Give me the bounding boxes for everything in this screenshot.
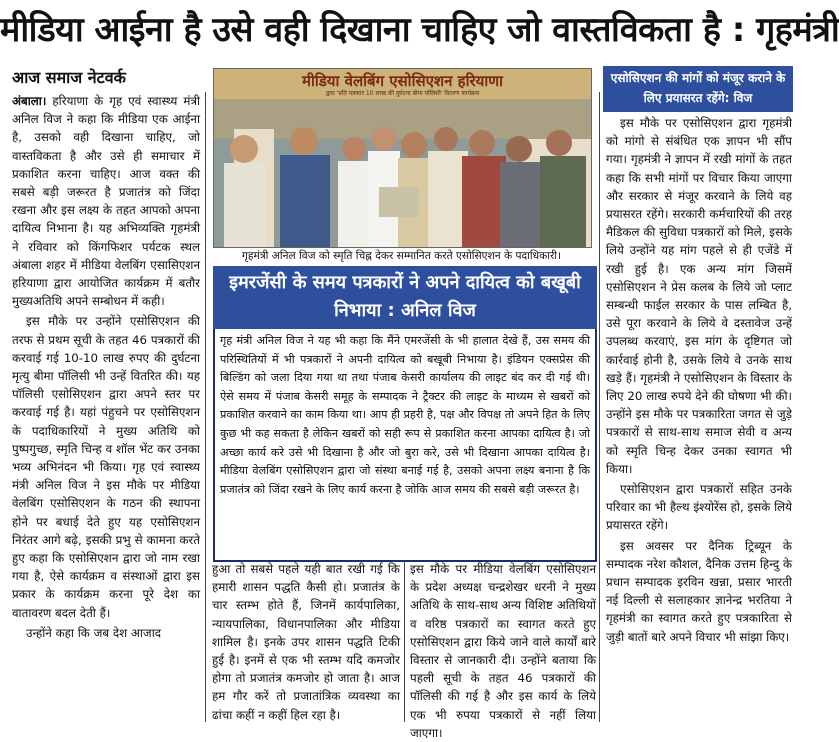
column-3 [410,560,596,740]
side-heading: एसोसिएशन की मांगों को मंजूर कराने के लिए प्रयासरत रहेंगे: विज [603,66,793,112]
column-1 [12,92,200,722]
photo-caption: गृहमंत्री अनिल विज को स्मृति चिह्न देकर सम्मानित करते एसोसिएशन के पदाधिकारी। [241,250,562,262]
column-divider [404,560,405,722]
dateline: अंबाला। [12,94,47,108]
highlight-box-body: गृह मंत्री अनिल विज ने यह भी कहा कि मैंने एमरजेंसी के भी हालात देखे हैं, उस समय की परिस्थितियों में भी पत्रकारों ने अपनी दायित्व को बखूबी निभाया है। इंडियन एक्सप्रेस की बिल्डिंग को जला दिया गया था तथा पंजाब केसरी कार्यालय की लाइट बंद कर दी गई थी। ऐसे समय में पंजाब केसरी समूह के सम्पादक ने ट्रैक्टर की लाइट के माध्यम से खबरों को प्रकाशित करवाने का काम किया था। आप ही प्रहरी है, पक्ष और विपक्ष तो अपने हित के लिए कुछ भी कह सकता है लेकिन खबरों को सही रूप से प्रकाशित करना आपका दायित्व है। जो अच्छा कार्य करे उसे भी दिखाना है और जो बुरा करे, उसे भी दिखाना आपका दायित्व है। मीडिया वेलबिंग एसोसिएशन द्वारा जो संस्था बनाई गई है, उसको अपना लक्ष्य बनाना है कि प्रजातंत्र को जिंदा रखने के लिए कार्य करना है जोकि आज समय की सबसे बड़ी जरूरत है। [220,334,590,496]
byline: आज समाज नेटवर्क [12,68,126,87]
col1-paragraph-1 [12,92,200,310]
col1-paragraph-2: इस मौके पर उन्होंने एसोसिएशन की तरफ से प्रथम सूची के तहत 46 पत्रकारों की करवाई गई 10-10 लाख रुपए की दुर्घटना मृत्यु बीमा पॉलिसी भी उन्हें वितरित की। यह पॉलिसी एसोसिएशन द्वारा अपने स्तर पर करवाई गई है। यहां पंहुचने पर एसोसिएशन के पदाधिकारियों ने मुख्य अतिथि को पुष्पगुच्छ, स्मृति चिन्ह व शॉल भेंट कर उनका भव्य अभिनंदन भी किया। गृह एवं स्वास्थ्य मंत्री अनिल विज ने इस मौके पर मीडिया वेलबिंग एसोसिएशन के गठन की स्थापना होने पर बधाई देते हुए यह एसोसिएशन निरंतर आगे बढ़े, इसकी प्रभु से कामना करते हुए कहा कि एसोसिएशन द्वारा जो नाम रखा गया है, ऐसे कार्यक्रम व संस्थाओं द्वारा इस प्रकार के कार्यक्रम करना पूरे देश का वातावरण बदल देती हैं। [12,314,200,620]
column-2 [212,560,400,722]
highlight-box-heading: इमरजेंसी के समय पत्रकारों ने अपने दायित्व को बखूबी निभाया : अनिल विज [213,266,597,329]
col1-paragraph-3: उन्होंने कहा कि जब देश आजाद [26,625,162,640]
col1-text-1: हरियाणा के गृह एवं स्वास्थ्य मंत्री अनिल विज ने कहा कि मीडिया एक आईना है, उसको वही दिखाना चाहिए, जो वास्तविकता है और उसे ही समाचार में प्रकाशित करना चाहिए। आज वक्त की सबसे बड़ी जरूरत है प्रजातंत्र को जिंदा रखना और इस लक्ष्य के तहत आपको अपना दायित्व निभाना है। यह अभिव्यक्ति गृहमंत्री ने रविवार को किंगफिशर पर्यटक स्थल अंबाला शहर में मीडिया वेलबिंग एसासिएशन हरियाणा द्वारा आयोजित कार्यक्रम में बतौर मुख्यअतिथि अपने सम्बोधन में कही। [12,94,201,309]
side-paragraph-3: इस अवसर पर दैनिक ट्रिब्यून के सम्पादक नरेश कौशल, दैनिक उत्तम हिन्दु के प्रधान सम्पादक इरविन खन्ना, प्रसार भारती नई दिल्ली से सलाहकार ज्ञानेन्द्र भरतिया ने गृहमंत्री का स्वागत करते हुए पत्रकारिता से जुड़ी बातों बारे अपने विचार भी सांझा किए। [606,538,792,644]
col3-paragraph: इस मौके पर मीडिया वेलबिंग एसोसिएशन के प्रदेश अध्यक्ष चन्द्रशेखर धरनी ने मुख्य अतिथि के साथ-साथ अन्य विशिष्ट अतिथियों व वरिष्ठ पत्रकारों का स्वागत करते हुए एसोसिएशन द्वारा किये जाने वाले कार्यों बारे विस्तार से जानकारी दी। उन्होंने बताया कि पहली सूची के तहत 46 पत्रकारों की पॉलिसी की गई है और इस कार्य के लिये एक भी रुपया पत्रकारों से नहीं लिया जाएगा। [410,562,596,740]
photo-banner-subtext: द्वारा 'प्रति पत्रकार 10 लाख की दुर्घटना बीमा पॉलिसी' वितरण कार्यक्रम [325,90,480,97]
photo-banner-text: मीडिया वेलबिंग एसोसिएशन हरियाणा [302,72,503,90]
column-divider [205,92,206,722]
col2-paragraph: हुआ तो सबसे पहले यही बात रखी गई कि हमारी शासन पद्धति कैसी हो। प्रजातंत्र के चार स्तम्भ होते हैं, जिनमें कार्यपालिका, न्यायपालिका, विधानपालिका और मीडिया शामिल है। इनके उपर शासन पद्धति टिकी हुई है। इनमें से एक भी स्तम्भ यदि कमजोर होगा तो प्रजातंत्र कमजोर हो जाता है। आज हम गौर करें तो प्रजातांत्रिक व्यवस्था का ढांचा कहीं न कहीं हिल रहा है। [212,562,400,722]
side-paragraph-2: एसोसिएशन द्वारा पत्रकारों सहित उनके परिवार का भी हैल्थ इंश्योरेंस हो, इसके लिये प्रयासरत रहेंगे। [606,482,792,533]
news-photo [213,68,592,248]
column-4 [606,114,792,722]
column-divider [599,92,600,722]
headline: मीडिया आईना है उसे वही दिखाना चाहिए जो वास्तविकता है : गृहमंत्री [0,10,839,50]
side-paragraph-1: इस मौके पर एसोसिएशन द्वारा गृहमंत्री को मांगो से संबंधित एक ज्ञापन भी सौंप गया। गृहमंत्री ने ज्ञापन में रखी मांगों के तहत कहा कि सभी मांगों पर विचार किया जाएगा और सरकार से मंजूर करवाने के लिये वह प्रयासरत रहेंगे। सरकारी कर्मचारियों की तरह मैडिकल की सुविधा पत्रकारों को मिले, इसके लिये उन्होंने यह मांग पहले से ही एजेंडे में रखी हुई है। एक अन्य मांग जिसमें एसोसिएशन ने प्रेस कलब के लिये जो प्लाट सम्बन्धी फाईल सरकार के पास लम्बित है, उसे पूरा करवाने के लिये वे दस्तावेज उन्हें उपलब्ध करवाएं, इस मांग के दृष्टिगत जो कार्रवाई होनी है, उसके लिये वे उनके साथ खड़े हैं। गृहमंत्री ने एसोसिएशन के विस्तार के लिए 20 लाख रुपये देने की घोषणा भी की। उन्होंने इस मौके पर पत्रकारिता जगत से जुड़े पत्रकारों से साथ-साथ समाज सेवी व अन्य को स्मृति चिन्ह देकर उनका स्वागत भी किया। [606,116,793,476]
